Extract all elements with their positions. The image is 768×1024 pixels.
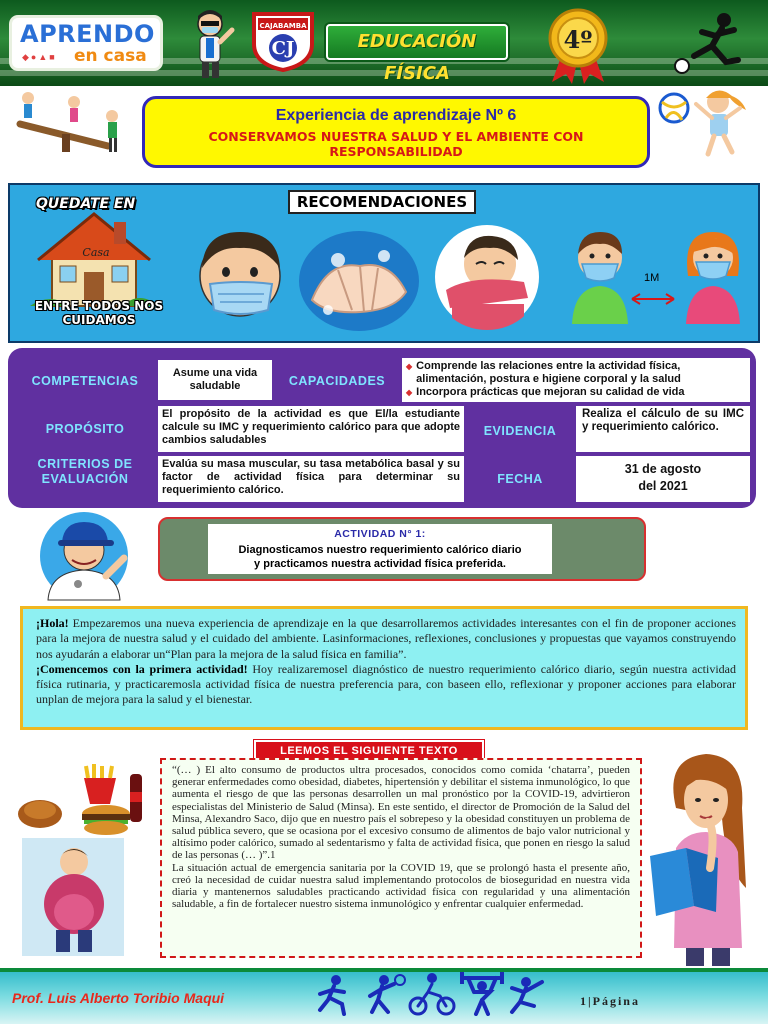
logo-dots: ◆●▲■ [22, 52, 57, 62]
reading-text [172, 764, 630, 910]
coach-whistle-icon [34, 510, 134, 602]
stay-home-title: QUEDATE EN [36, 196, 136, 212]
face-mask-boy-icon [194, 224, 286, 322]
hand-washing-icon [298, 230, 420, 332]
reading-paragraph-2: La situación actual de emergencia sanitaria por la COVID 19, que se prolongó hasta el presente año, creó la necesidad de cuidar nuestra salud implementando protocolos de bioseguridad en nuestra vida diaria y mantenernos saludables practicando actividad física con regularidad y una alimentación saludable, a fin de fortalecer nuestro sistema inmunológico y enfrentar cualquier enfermedad. [172, 861, 630, 911]
house-icon [30, 208, 158, 308]
kids-playing-icon [12, 88, 130, 160]
grade-text: 4º [563, 25, 593, 54]
fecha-value: 31 de agosto del 2021 [576, 456, 750, 502]
capacidad-item: ◆ Incorpora prácticas que mejoran su calidad de vida [406, 386, 685, 398]
reading-girl-icon [646, 748, 758, 966]
evidencia-label: EVIDENCIA [483, 424, 557, 438]
distance-arrow-icon [628, 292, 678, 306]
svg-text:CJ: CJ [271, 38, 295, 59]
experience-subtitle: CONSERVAMOS NUESTRA SALUD Y EL AMBIENTE CON RESPONSABILIDAD [208, 129, 584, 159]
experience-title-box [142, 96, 650, 168]
criterios-label: CRITERIOS DE EVALUACIÓN [37, 457, 133, 486]
junk-food-icon [14, 764, 146, 838]
intro-paragraph-1: ¡Hola! Empezaremos una nueva experiencia de aprendizaje en la que desarrollaremos actividades interesantes con el fin de proponer acciones para la mejora de nuestra salud y el cuidado del ambiente. Lasinformaciones, reflexiones, conclusiones y propuestas que vayamos construyendo nos ayudarán a elaborar un“Plan para la mejora de la salud física en familia”. [36, 616, 736, 661]
page-number: 1|Página [580, 994, 640, 1008]
overweight-man-icon [22, 838, 124, 956]
bullet-icon: ◆ [406, 362, 413, 371]
logo-main-text: APRENDO [20, 20, 155, 48]
masked-boy-icon [566, 226, 634, 326]
aprendo-en-casa-logo [12, 18, 160, 68]
cough-elbow-icon [432, 224, 542, 330]
reading-label: LEEMOS EL SIGUIENTE TEXTO [254, 740, 484, 762]
soccer-player-icon [672, 10, 752, 80]
criterios-value: Evalúa su masa muscular, su tasa metabólica basal y su factor de actividad física para determinar su requerimiento calórico. [158, 456, 464, 502]
masked-girl-icon [680, 226, 746, 326]
evidencia-value: Realiza el cálculo de su IMC y requerimiento calórico. [576, 406, 750, 452]
capacidades-list [402, 358, 750, 402]
bullet-icon: ◆ [406, 388, 413, 397]
activity-box [208, 524, 552, 574]
volleyball-girl-icon [656, 88, 756, 160]
tennis-icon [370, 975, 405, 1012]
teacher-cartoon-icon [186, 8, 238, 82]
grade-medal-icon [540, 6, 616, 84]
recommendations-title: RECOMENDACIONES [288, 190, 476, 214]
intro-text [36, 616, 736, 708]
subject-banner: EDUCACIÓN FÍSICA [326, 24, 508, 60]
house-label: Casa [82, 246, 110, 259]
take-care-slogan: ENTRE TODOS NOS CUIDAMOS [34, 299, 164, 327]
proposito-label: PROPÓSITO [45, 422, 125, 436]
fecha-label: FECHA [497, 472, 543, 486]
runner-icon [320, 975, 344, 1014]
gymnast-icon [512, 977, 542, 1012]
activity-description: Diagnosticamos nuestro requerimiento calórico diario y practicamos nuestra actividad física preferida. [238, 544, 522, 570]
school-name-text: CAJABAMBA [259, 22, 307, 30]
competencias-label: COMPETENCIAS [31, 374, 139, 388]
sports-icons [314, 972, 550, 1016]
competencias-value: Asume una vida saludable [158, 360, 272, 400]
intro-paragraph-2: ¡Comencemos con la primera actividad! Hoy realizaremosel diagnóstico de nuestro requerimiento calórico diario, según nuestra actividad física rutinaria, y practicaremosla actividad física de nuestra preferencia para, con baseen ello, reflexionar y proponer acciones para elaborar unplan de mejora para la salud y el bienestar. [36, 661, 736, 707]
weightlifter-icon [460, 972, 504, 1014]
capacidades-label: CAPACIDADES [288, 374, 386, 388]
author-name: Prof. Luis Alberto Toribio Maqui [12, 990, 225, 1006]
distance-label: 1M [644, 272, 660, 284]
activity-title: ACTIVIDAD N° 1: [334, 528, 426, 540]
experience-title: Experiencia de aprendizaje Nº 6 [275, 107, 517, 124]
reading-paragraph-1: “(… ) El alto consumo de productos ultra procesados, conocidos como comida ‘chatarra’, pueden generar enfermedades como obesidad, diabetes, hipertensión y debilitar el sistema inmunológico, lo que aumenta el riesgo de que las personas desarrollen un mal pronóstico por la COVID-19, advirtieron especialistas del Ministerio de Salud (Minsa). En este sentido, el director de Promoción de la Salud del Minsa, Alexandro Saco, dijo que en nuestro país el sobrepeso y la obesidad constituyen un problema de salud pública severo, que se ocasiona por el excesivo consumo de alimentos de bajo valor nutricional y altísimo poder calórico, sumado al sedentarismo y falta de actividad física, que ponen en riesgo la salud de las personas (… )”.1 [172, 764, 630, 862]
proposito-value: El propósito de la actividad es que El/la estudiante calcule su IMC y requerimiento calórico para que adopte cambios saludables [158, 406, 464, 452]
school-shield-icon [250, 10, 316, 72]
capacidad-item: ◆ Comprende las relaciones entre la actividad física, alimentación, postura e higiene corporal y la salud [406, 360, 681, 385]
cyclist-icon [410, 973, 454, 1014]
logo-sub-text: en casa [74, 46, 147, 66]
